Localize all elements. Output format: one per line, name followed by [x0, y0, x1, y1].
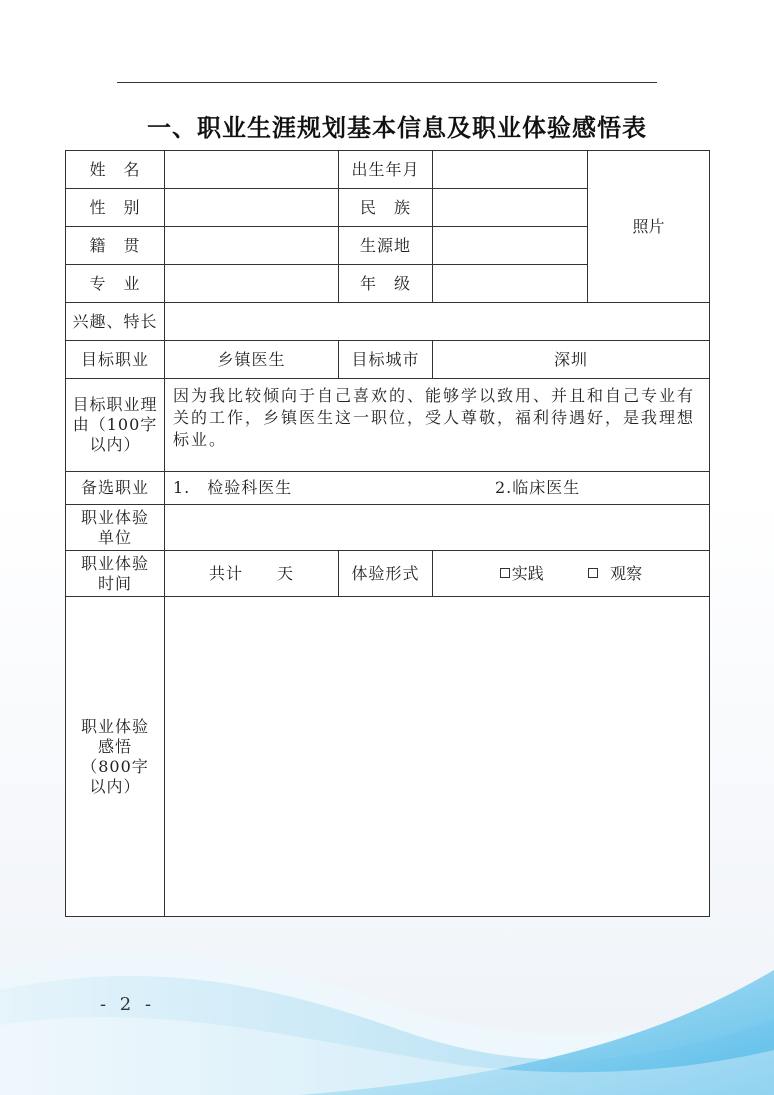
native-place-label: 籍 贯 [66, 227, 165, 265]
exp-form-options [433, 551, 710, 597]
table-row [66, 341, 710, 379]
target-city-label: 目标城市 [339, 341, 433, 379]
reflection-field[interactable] [165, 597, 710, 917]
gender-field[interactable] [165, 189, 339, 227]
grade-field[interactable] [433, 265, 588, 303]
table-row [66, 151, 710, 189]
exp-unit-label: 职业体验单位 [66, 505, 165, 551]
exp-unit-field[interactable] [165, 505, 710, 551]
target-job-label: 目标职业 [66, 341, 165, 379]
alternative-field[interactable] [165, 472, 710, 505]
alternative-option-2: 2.临床医生 [495, 478, 581, 497]
reason-value[interactable]: 因为我比较倾向于自己喜欢的、能够学以致用、并且和自己专业有关的工作，乡镇医生这一职位，受人尊敬，福利待遇好，是我理想标业。 [165, 379, 710, 472]
name-field[interactable] [165, 151, 339, 189]
checkbox-icon[interactable] [500, 568, 510, 578]
exp-days-field[interactable]: 共计 天 [165, 551, 339, 597]
table-row [66, 303, 710, 341]
table-row [66, 505, 710, 551]
native-place-field[interactable] [165, 227, 339, 265]
target-city-value[interactable]: 深圳 [433, 341, 710, 379]
name-label: 姓 名 [66, 151, 165, 189]
birth-field[interactable] [433, 151, 588, 189]
target-job-value[interactable]: 乡镇医生 [165, 341, 339, 379]
grade-label: 年 级 [339, 265, 433, 303]
major-field[interactable] [165, 265, 339, 303]
header-rule [117, 82, 657, 83]
birthplace-field[interactable] [433, 227, 588, 265]
ethnicity-field[interactable] [433, 189, 588, 227]
checkbox-icon[interactable] [588, 568, 598, 578]
page-number: - 2 - [100, 994, 156, 1015]
alternative-option-1: 1. 检验科医生 [173, 478, 293, 497]
photo-box[interactable] [588, 151, 710, 303]
major-label: 专 业 [66, 265, 165, 303]
photo-label: 照片 [632, 216, 665, 236]
hobbies-label: 兴趣、特长 [66, 303, 165, 341]
birthplace-label: 生源地 [339, 227, 433, 265]
form-option-observe[interactable]: 观察 [588, 564, 642, 583]
reason-label: 目标职业理由（100字以内） [66, 379, 165, 472]
form-option-practice[interactable]: 实践 [500, 564, 544, 583]
hobbies-field[interactable] [165, 303, 710, 341]
gender-label: 性 别 [66, 189, 165, 227]
table-row [66, 472, 710, 505]
exp-form-label: 体验形式 [339, 551, 433, 597]
reflection-label: 职业体验感悟（800字以内） [66, 597, 165, 917]
exp-time-label: 职业体验时间 [66, 551, 165, 597]
alternative-label: 备选职业 [66, 472, 165, 505]
table-row [66, 379, 710, 472]
career-info-table [65, 150, 710, 917]
table-row [66, 551, 710, 597]
table-row [66, 597, 710, 917]
ethnicity-label: 民 族 [339, 189, 433, 227]
birth-label: 出生年月 [339, 151, 433, 189]
page-title: 一、职业生涯规划基本信息及职业体验感悟表 [147, 114, 647, 142]
